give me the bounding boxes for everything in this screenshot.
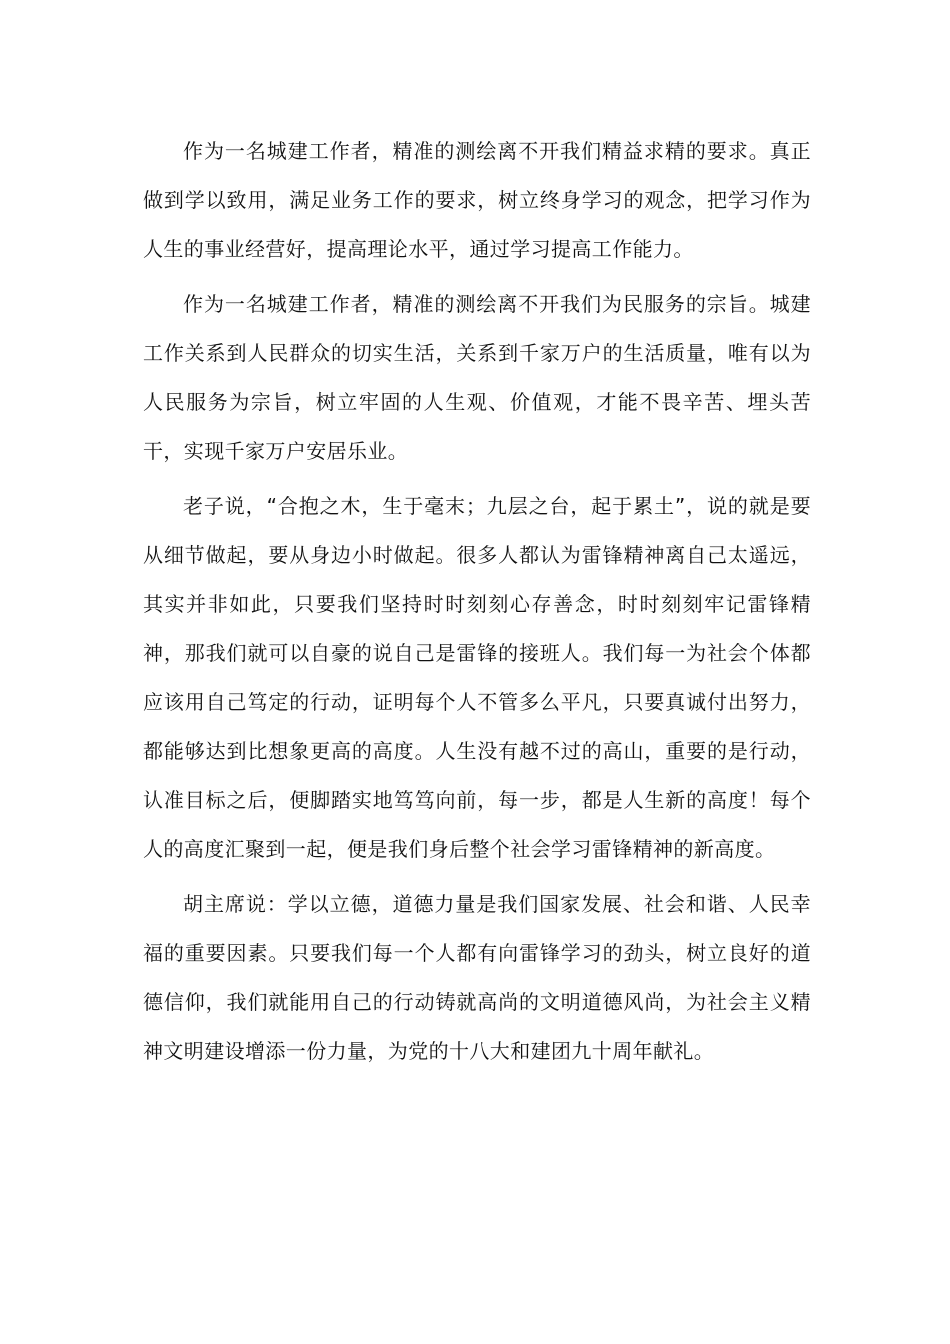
paragraph-2: 作为一名城建工作者，精准的测绘离不开我们为民服务的宗旨。城建工作关系到人民群众的切实生活，关系到千家万户的生活质量，唯有以为人民服务为宗旨，树立牢固的人生观、价值观，才能不畏辛苦、埋头苦干，实现千家万户安居乐业。: [143, 292, 811, 463]
paragraph-3: 老子说，“合抱之木，生于毫末；九层之台，起于累土”，说的就是要从细节做起，要从身边小时做起。很多人都认为雷锋精神离自己太遥远，其实并非如此，只要我们坚持时时刻刻心存善念，时时刻刻牢记雷锋精神，那我们就可以自豪的说自己是雷锋的接班人。我们每一为社会个体都应该用自己笃定的行动，证明每个人不管多么平凡，只要真诚付出努力，都能够达到比想象更高的高度。人生没有越不过的高山，重要的是行动，认准目标之后，便脚踏实地笃笃向前，每一步，都是人生新的高度！每个人的高度汇聚到一起，便是我们身后整个社会学习雷锋精神的新高度。: [143, 494, 811, 861]
document-body: [143, 127, 811, 1082]
paragraph-4: 胡主席说：学以立德，道德力量是我们国家发展、社会和谐、人民幸福的重要因素。只要我们每一个人都有向雷锋学习的劲头，树立良好的道德信仰，我们就能用自己的行动铸就高尚的文明道德风尚，为社会主义精神文明建设增添一份力量，为党的十八大和建团九十周年献礼。: [143, 892, 811, 1063]
paragraph-1: 作为一名城建工作者，精准的测绘离不开我们精益求精的要求。真正做到学以致用，满足业务工作的要求，树立终身学习的观念，把学习作为人生的事业经营好，提高理论水平，通过学习提高工作能力。: [143, 139, 811, 261]
